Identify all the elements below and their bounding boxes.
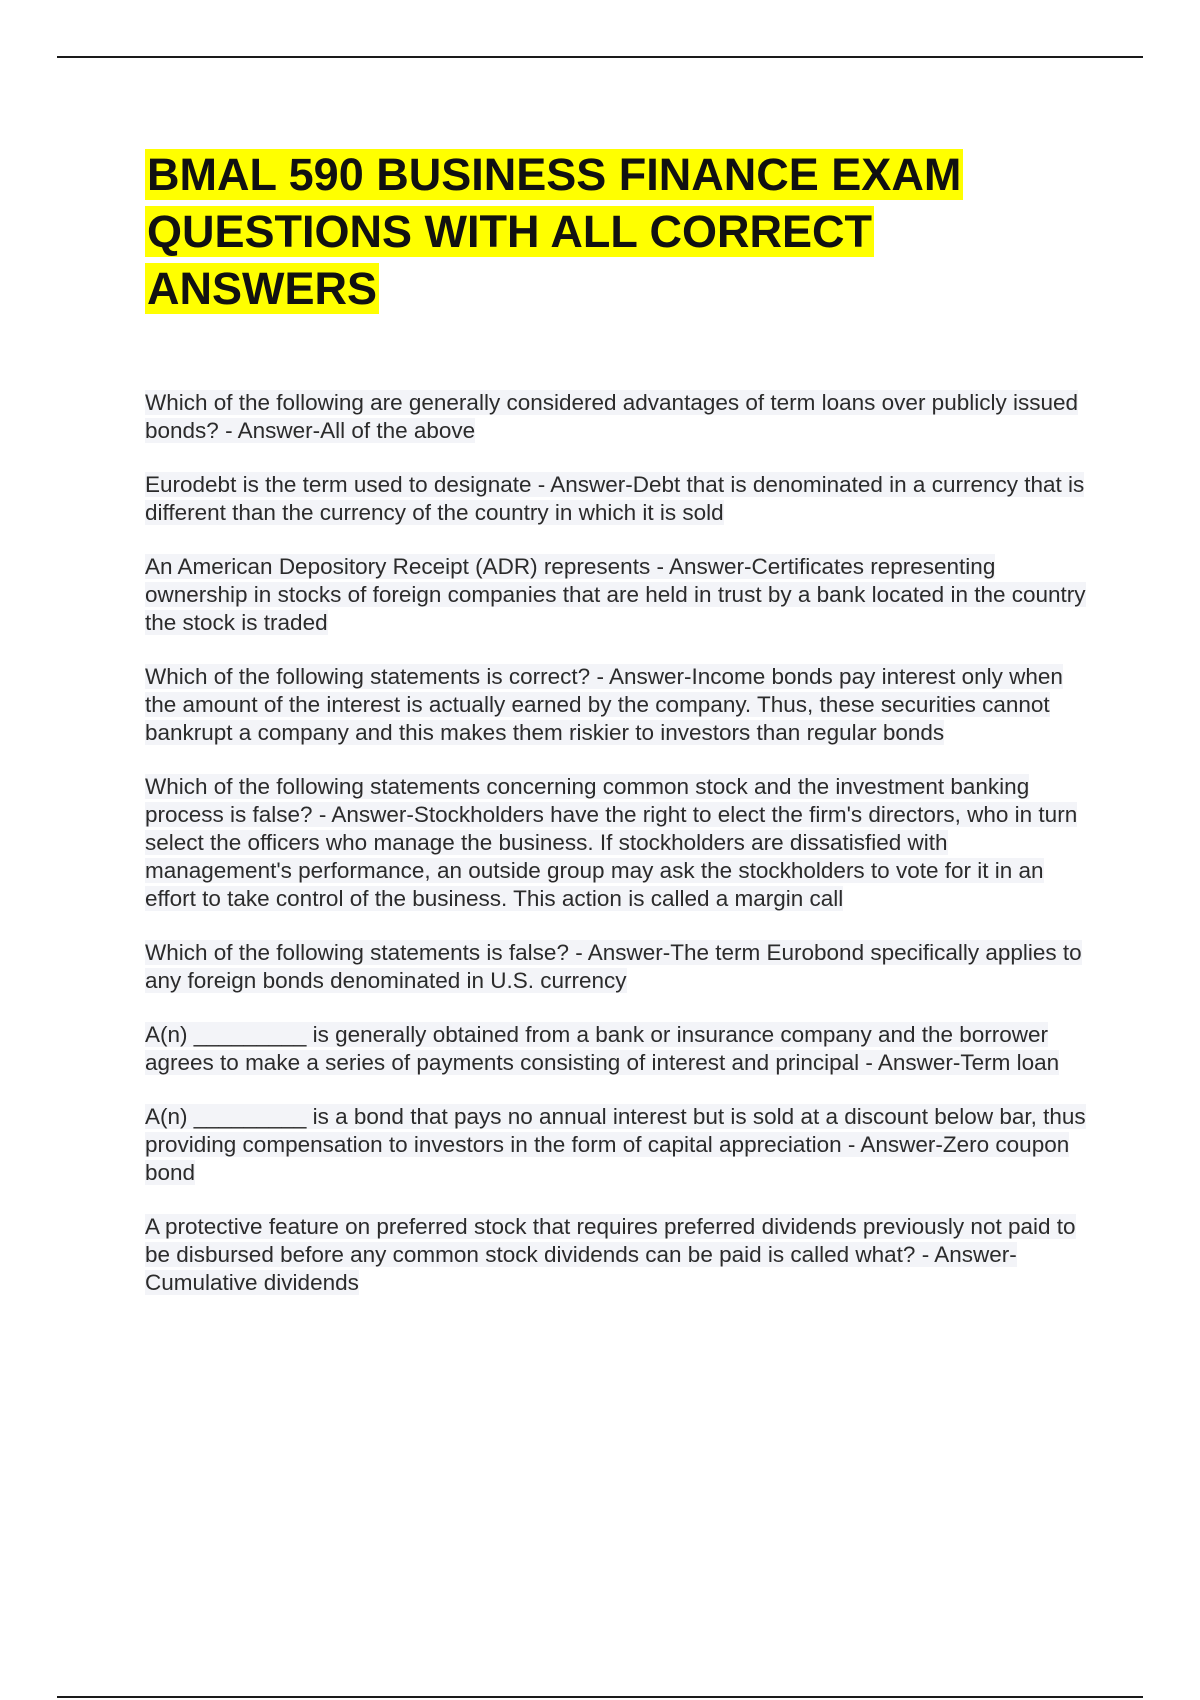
qa-item bbox=[145, 389, 1095, 445]
qa-item-text: Which of the following are generally considered advantages of term loans over publicly issued bonds? - Answer-All of the above bbox=[145, 390, 1079, 443]
qa-item-text: A protective feature on preferred stock that requires preferred dividends previously not paid to be disbursed before any common stock dividends can be paid is called what? - Answer-Cumulative dividends bbox=[145, 1214, 1076, 1295]
qa-item-text: A(n) _________ is a bond that pays no annual interest but is sold at a discount below bar, thus providing compensation to investors in the form of capital appreciation - Answer-Zero coupon bond bbox=[145, 1104, 1086, 1185]
top-rule bbox=[57, 56, 1143, 58]
qa-item-text: Which of the following statements is false? - Answer-The term Eurobond specifically applies to any foreign bonds denominated in U.S. currency bbox=[145, 940, 1082, 993]
qa-item bbox=[145, 1021, 1095, 1077]
document-title bbox=[145, 146, 1085, 317]
document-title-text: BMAL 590 BUSINESS FINANCE EXAM QUESTIONS WITH ALL CORRECT ANSWERS bbox=[147, 149, 962, 314]
qa-item-text: Eurodebt is the term used to designate - Answer-Debt that is denominated in a currency that is different than the currency of the country in which it is sold bbox=[145, 472, 1085, 525]
qa-item bbox=[145, 553, 1095, 637]
qa-item bbox=[145, 773, 1095, 913]
bottom-rule bbox=[57, 1696, 1143, 1698]
qa-list bbox=[145, 389, 1095, 1323]
qa-item-text: Which of the following statements is correct? - Answer-Income bonds pay interest only when the amount of the interest is actually earned by the company. Thus, these securities cannot bankrupt a company and this makes them riskier to investors than regular bonds bbox=[145, 664, 1063, 745]
qa-item bbox=[145, 1213, 1095, 1297]
qa-item bbox=[145, 663, 1095, 747]
qa-item bbox=[145, 939, 1095, 995]
qa-item bbox=[145, 471, 1095, 527]
qa-item-text: Which of the following statements concerning common stock and the investment banking process is false? - Answer-Stockholders have the right to elect the firm's directors, who in turn select the officers who manage the business. If stockholders are dissatisfied with management's performance, an outside group may ask the stockholders to vote for it in an effort to take control of the business. This action is called a margin call bbox=[145, 774, 1078, 911]
qa-item-text: A(n) _________ is generally obtained from a bank or insurance company and the borrower agrees to make a series of payments consisting of interest and principal - Answer-Term loan bbox=[145, 1022, 1060, 1075]
qa-item bbox=[145, 1103, 1095, 1187]
qa-item-text: An American Depository Receipt (ADR) represents - Answer-Certificates representing ownership in stocks of foreign companies that are held in trust by a bank located in the country the stock is traded bbox=[145, 554, 1086, 635]
